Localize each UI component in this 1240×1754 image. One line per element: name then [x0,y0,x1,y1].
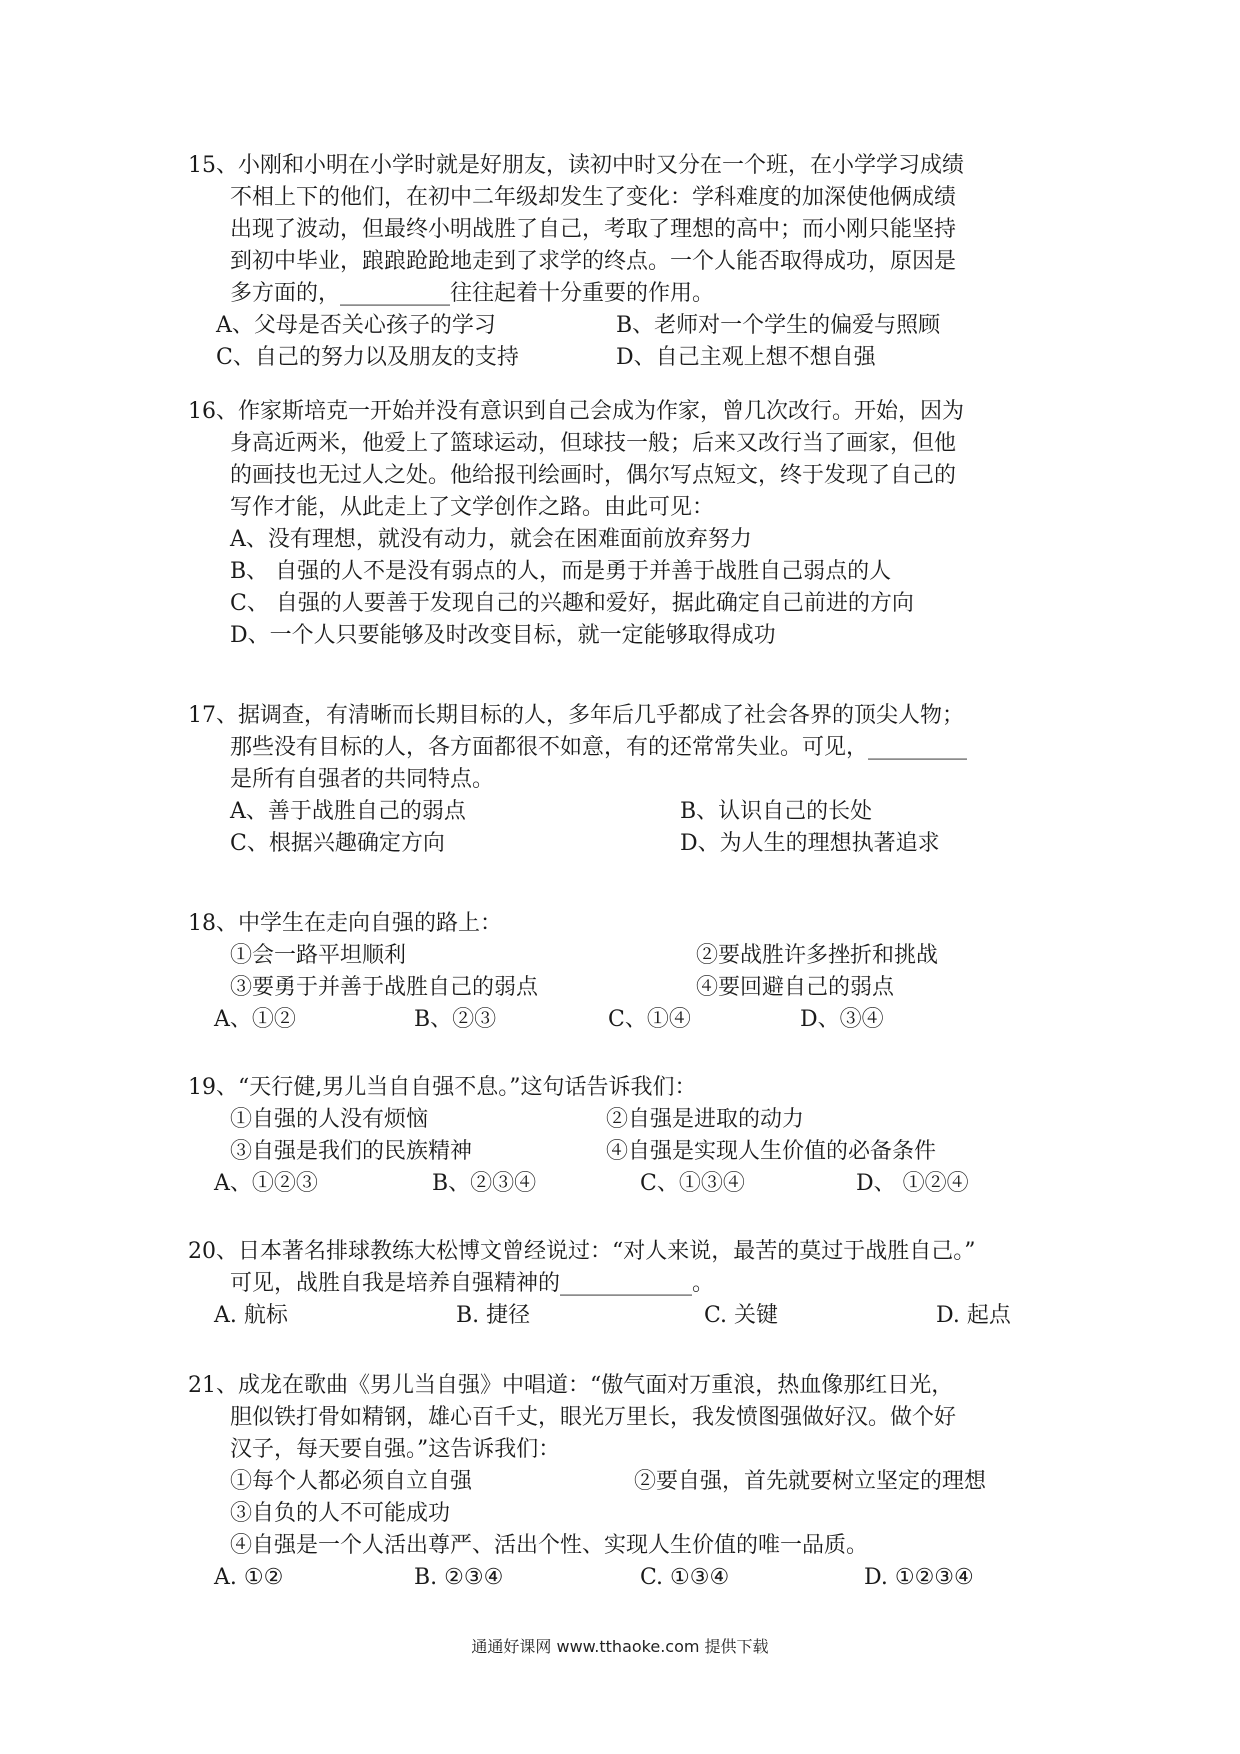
question-number: 20、 [188,1239,238,1264]
question-20 [188,1236,1068,1332]
option-c: C. 关键 [704,1303,779,1328]
option-b: B、 自强的人不是没有弱点的人，而是勇于并善于战胜自己弱点的人 [230,559,892,584]
option-d: D. ①②③④ [864,1565,974,1590]
option-b: B. ②③④ [414,1565,504,1590]
option-b: B. 捷径 [456,1303,531,1328]
stem-line: 小刚和小明在小学时就是好朋友，读初中时又分在一个班，在小学学习成绩 [238,153,965,178]
stem-line: 成龙在歌曲《男儿当自强》中唱道：“傲气面对万重浪，热血像那红日光， [238,1373,954,1398]
stem-line: 可见，战胜自我是培养自强精神的____________。 [230,1271,715,1296]
stem-line: 胆似铁打骨如精钢，雄心百千丈，眼光万里长，我发愤图强做好汉。做个好 [230,1405,957,1430]
statement-4: ④自强是实现人生价值的必备条件 [606,1139,937,1164]
statement-3: ③自负的人不可能成功 [230,1501,451,1526]
option-a: A、①②③ [214,1171,318,1196]
question-number: 18、 [188,911,238,936]
stem-line: 作家斯培克一开始并没有意识到自己会成为作家，曾几次改行。开始，因为 [238,399,965,424]
question-number: 17、 [188,703,238,728]
question-number: 15、 [188,153,238,178]
options [188,310,1068,374]
stem-line: 的画技也无过人之处。他给报刊绘画时，偶尔写点短文，终于发现了自己的 [230,463,957,488]
stem-line: 到初中毕业，踉踉跄跄地走到了求学的终点。一个人能否取得成功，原因是 [230,249,957,274]
statements [188,940,1068,1036]
stem-line: 身高近两米，他爱上了篮球运动，但球技一般；后来又改行当了画家，但他 [230,431,957,456]
option-c: C、自己的努力以及朋友的支持 [216,345,519,370]
option-a: A、没有理想，就没有动力，就会在困难面前放弃努力 [230,527,752,552]
statement-2: ②自强是进取的动力 [606,1107,805,1132]
question-stem [188,1236,1068,1300]
question-19 [188,1072,1068,1200]
option-c: C、根据兴趣确定方向 [230,831,445,856]
option-d: D、 ①②④ [856,1171,969,1196]
option-c: C、①④ [608,1007,691,1032]
stem-line: 日本著名排球教练大松博文曾经说过：“对人来说，最苦的莫过于战胜自己。” [238,1239,976,1264]
option-d: D、为人生的理想执著追求 [680,831,940,856]
question-16 [188,396,1068,652]
stem-line: 中学生在走向自强的路上： [238,911,503,936]
option-d: D. 起点 [936,1303,1011,1328]
option-a: A. 航标 [214,1303,288,1328]
question-stem [188,700,1068,796]
statement-4: ④要回避自己的弱点 [696,975,895,1000]
option-d: D、自己主观上想不想自强 [616,345,876,370]
option-c: C、①③④ [640,1171,745,1196]
option-a: A. ①② [214,1565,284,1590]
question-number: 16、 [188,399,238,424]
statement-1: ①自强的人没有烦恼 [230,1107,429,1132]
statement-1: ①每个人都必须自立自强 [230,1469,473,1494]
option-b: B、认识自己的长处 [680,799,873,824]
question-stem [188,1072,1068,1104]
stem-line: 据调查，有清晰而长期目标的人，多年后几乎都成了社会各界的顶尖人物； [238,703,965,728]
option-b: B、②③④ [432,1171,537,1196]
question-17 [188,700,1068,860]
option-d: D、③④ [800,1007,884,1032]
stem-line: 汉子，每天要自强。”这告诉我们： [230,1437,561,1462]
option-a: A、父母是否关心孩子的学习 [216,313,496,338]
options [188,1300,1068,1332]
statements [188,1104,1068,1200]
options [188,524,1068,652]
statement-1: ①会一路平坦顺利 [230,943,407,968]
question-stem [188,150,1068,310]
option-b: B、②③ [414,1007,497,1032]
question-stem [188,396,1068,524]
options [188,796,1068,860]
statements [188,1466,1068,1594]
stem-line: 多方面的，__________往往起着十分重要的作用。 [230,281,715,306]
question-number: 21、 [188,1373,238,1398]
question-15 [188,150,1068,374]
stem-line: 出现了波动，但最终小明战胜了自己，考取了理想的高中；而小刚只能坚持 [230,217,957,242]
statement-3: ③要勇于并善于战胜自己的弱点 [230,975,539,1000]
stem-line: 写作才能，从此走上了文学创作之路。由此可见： [230,495,715,520]
option-b: B、老师对一个学生的偏爱与照顾 [616,313,941,338]
statement-4: ④自强是一个人活出尊严、活出个性、实现人生价值的唯一品质。 [230,1533,869,1558]
option-a: A、①② [214,1007,296,1032]
statement-2: ②要自强，首先就要树立坚定的理想 [634,1469,987,1494]
statement-2: ②要战胜许多挫折和挑战 [696,943,939,968]
question-18 [188,908,1068,1036]
option-a: A、善于战胜自己的弱点 [230,799,466,824]
question-stem [188,1370,1068,1466]
question-number: 19、 [188,1075,238,1100]
option-c: C. ①③④ [640,1565,730,1590]
stem-line: 那些没有目标的人，各方面都很不如意，有的还常常失业。可见，_________ [230,735,968,760]
stem-line: “天行健,男儿当自自强不息。”这句话告诉我们： [238,1075,697,1100]
option-c: C、 自强的人要善于发现自己的兴趣和爱好，据此确定自己前进的方向 [230,591,914,616]
stem-line: 是所有自强者的共同特点。 [230,767,495,792]
statement-3: ③自强是我们的民族精神 [230,1139,473,1164]
option-d: D、一个人只要能够及时改变目标，就一定能够取得成功 [230,623,776,648]
stem-line: 不相上下的他们，在初中二年级却发生了变化：学科难度的加深使他俩成绩 [230,185,957,210]
question-21 [188,1370,1068,1594]
question-stem [188,908,1068,940]
page-footer: 通通好课网 www.tthaoke.com 提供下载 [471,1637,769,1656]
